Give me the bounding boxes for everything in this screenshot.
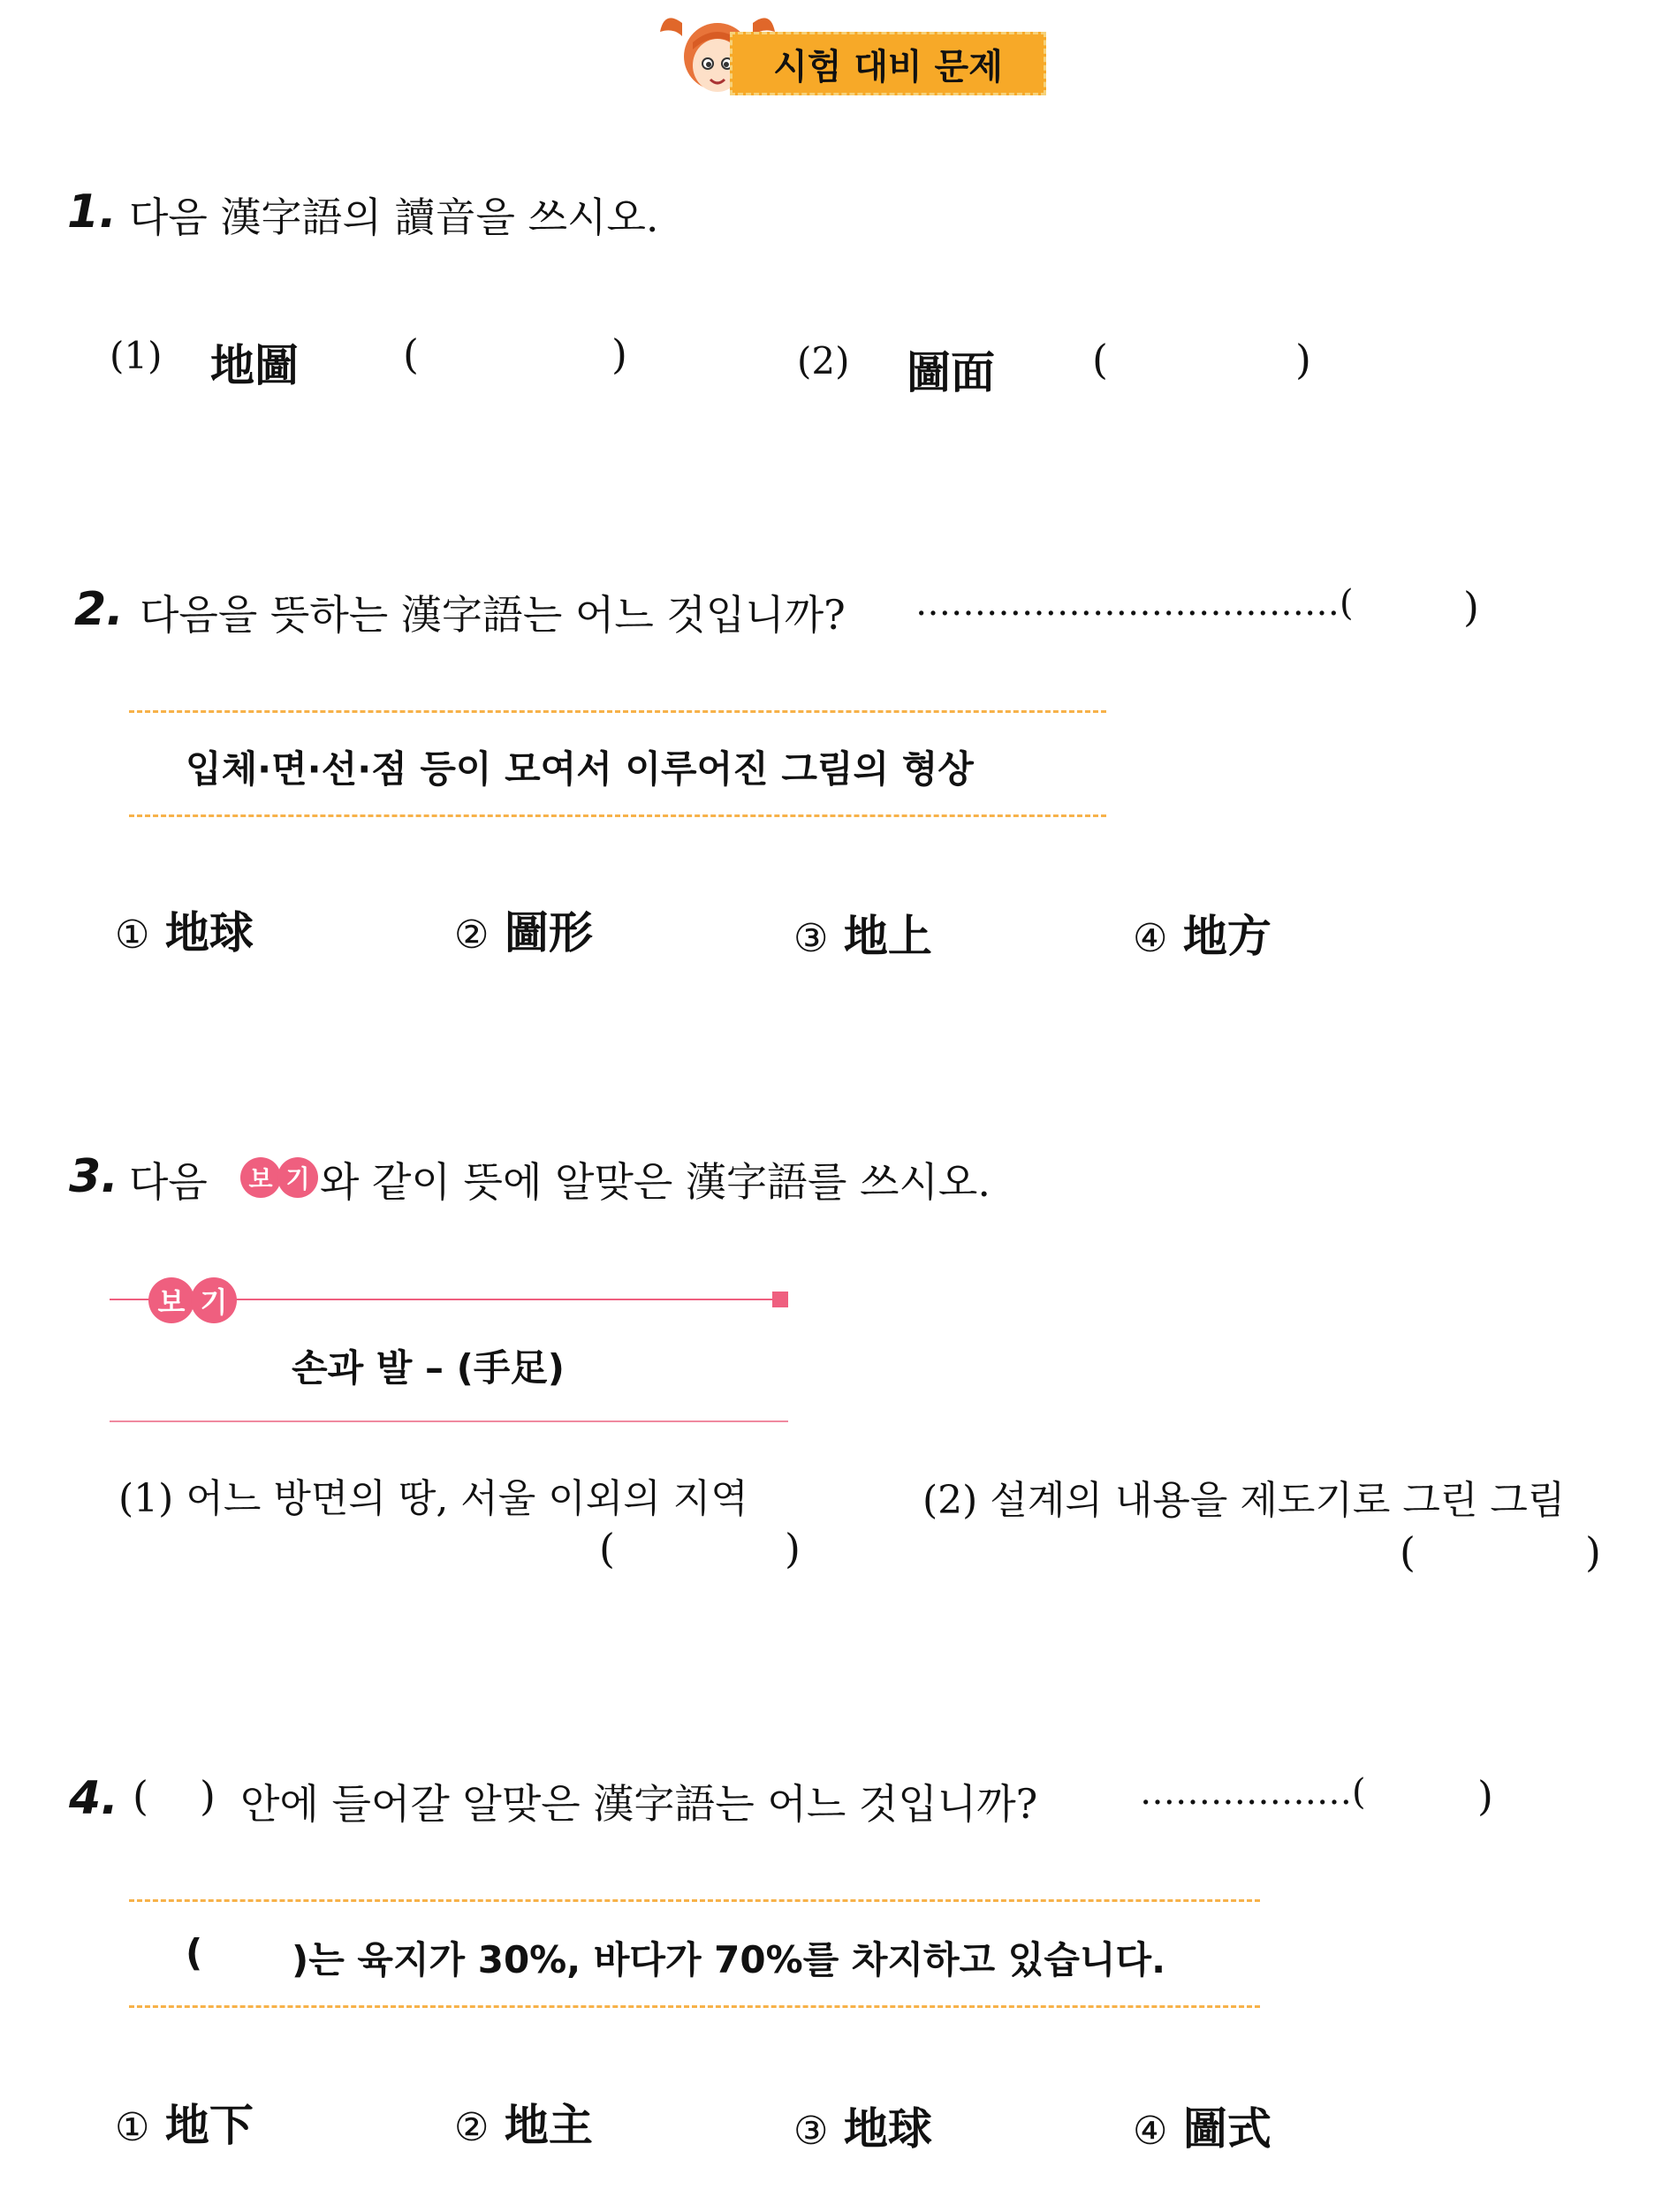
q4-box-bottom-border <box>129 2005 1260 2008</box>
q4-choice-2[interactable] <box>454 2090 593 2154</box>
q4-choice-4-text: 圖式 <box>1182 2102 1271 2155</box>
q2-box-text: 입체·면·선·점 등이 모여서 이루어진 그림의 형상 <box>186 747 974 791</box>
q4-choice-2-mark: ② <box>454 2105 490 2150</box>
question-4-leader: ………………( <box>1140 1772 1366 1813</box>
q3-item-1-text: 어느 방면의 땅, 서울 이외의 지역 <box>186 1476 748 1521</box>
q4-choice-4-mark: ④ <box>1133 2109 1168 2154</box>
q2-choice-3-mark: ③ <box>793 916 829 961</box>
q2-choice-3[interactable] <box>793 901 932 965</box>
question-1-number: 1. <box>67 186 117 239</box>
example-bogi-char-2: 기 <box>191 1277 237 1323</box>
q3-item-1 <box>118 1466 748 1523</box>
question-3-bogi-badge <box>240 1157 318 1198</box>
bogi-badge-char-2: 기 <box>277 1157 318 1198</box>
q2-box-bottom-border <box>129 814 1106 817</box>
question-4-answer-close: ) <box>1477 1772 1493 1820</box>
q2-choice-4[interactable] <box>1133 901 1271 965</box>
q3-item-1-label: (1) <box>118 1476 174 1521</box>
q1-item-2-paren-open: ( <box>1092 336 1108 383</box>
header-title-text: 시험 대비 문제 <box>773 45 1003 87</box>
q2-choice-1-mark: ① <box>115 913 150 958</box>
q2-choice-3-text: 地上 <box>843 910 932 962</box>
q1-item-1-label: (1) <box>110 334 163 377</box>
q4-choice-3-text: 地球 <box>843 2102 932 2155</box>
question-2-leader: ………………………………( <box>915 583 1354 624</box>
q4-box-text: )는 육지가 30%, 바다가 70%를 차지하고 있습니다. <box>292 1938 1166 1981</box>
q3-item-2-text: 설계의 내용을 제도기로 그린 그림 <box>990 1478 1566 1523</box>
question-1-text: 다음 漢字語의 讀音을 쓰시오. <box>129 193 659 241</box>
q1-item-1-paren-open: ( <box>403 330 419 378</box>
example-text: 손과 발 – (手足) <box>292 1346 565 1390</box>
question-2-text: 다음을 뜻하는 漢字語는 어느 것입니까? <box>140 591 846 639</box>
q4-box-paren-open: ( <box>186 1931 203 1974</box>
q1-item-2-paren-close: ) <box>1295 336 1311 383</box>
q4-choice-3-mark: ③ <box>793 2109 829 2154</box>
question-2-number: 2. <box>74 583 124 636</box>
q2-choice-2[interactable] <box>454 898 593 961</box>
q2-choice-4-mark: ④ <box>1133 916 1168 961</box>
q1-item-2-word: 圖面 <box>907 346 995 398</box>
question-4-number: 4. <box>69 1772 118 1825</box>
example-bogi-char-1: 보 <box>148 1277 194 1323</box>
header-title <box>730 32 1046 95</box>
question-3-text-before: 다음 <box>129 1158 208 1206</box>
q2-choice-4-text: 地方 <box>1182 910 1271 962</box>
q2-box-top-border <box>129 710 1106 713</box>
q4-box-top-border <box>129 1899 1260 1902</box>
example-box-end-square <box>772 1292 788 1307</box>
q3-item-2-paren-open: ( <box>1400 1528 1416 1576</box>
q4-choice-1-text: 地下 <box>164 2099 254 2151</box>
question-3-text-after: 와 같이 뜻에 알맞은 漢字語를 쓰시오. <box>320 1158 991 1206</box>
question-3-number: 3. <box>69 1150 118 1203</box>
question-4-paren-close: ) <box>200 1772 216 1820</box>
q2-choice-2-text: 圖形 <box>504 906 593 958</box>
q3-item-1-paren-close: ) <box>785 1525 801 1572</box>
q4-choice-4[interactable] <box>1133 2094 1271 2157</box>
bogi-badge-char-1: 보 <box>240 1157 281 1198</box>
question-4-text: 안에 들어갈 알맞은 漢字語는 어느 것입니까? <box>240 1780 1038 1828</box>
q1-item-1-word: 地圖 <box>210 339 299 391</box>
q2-choice-1[interactable] <box>115 898 254 961</box>
example-bogi-label <box>148 1277 237 1323</box>
q4-choice-3[interactable] <box>793 2094 932 2157</box>
q4-choice-2-text: 地主 <box>504 2099 593 2151</box>
q1-item-1-paren-close: ) <box>611 330 627 378</box>
example-box-bottom-line <box>110 1420 788 1422</box>
question-4-paren-open: ( <box>133 1772 148 1820</box>
q2-choice-2-mark: ② <box>454 913 490 958</box>
q2-choice-1-text: 地球 <box>164 906 254 958</box>
q4-choice-1-mark: ① <box>115 2105 150 2150</box>
q3-item-2 <box>922 1468 1565 1525</box>
q4-choice-1[interactable] <box>115 2090 254 2154</box>
q3-item-1-paren-open: ( <box>599 1525 615 1572</box>
q1-item-2-label: (2) <box>797 339 850 383</box>
q3-item-2-paren-close: ) <box>1585 1528 1601 1576</box>
question-2-answer-close: ) <box>1463 583 1479 631</box>
q3-item-2-label: (2) <box>922 1478 978 1523</box>
